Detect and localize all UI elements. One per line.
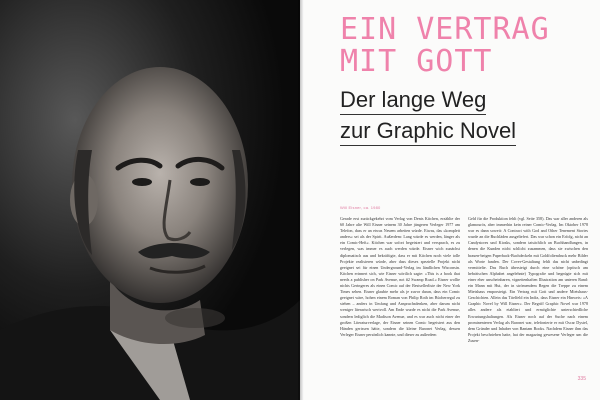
body-paragraph: Gerade erst zurückgekehrt vom Verlag von Denis Kitchen, erzählte der 60 Jahre alte Will Eisner seinem 30 Jahre jüngeren Verleger 1977 am Telefon, dass er an etwas Neuem arbeiten würde. Etwas, das »komplett anders« sei als der Spirit. Außerdem: Lang würde es werden, länger als ein Comic-Heft«. Kitchen war sofort begeistert und versprach, es zu verlegen, was immer es auch werden würde. Eisner wich zunächst diplomatisch aus und bekräftigte, dass er mit Kitchen noch viele tolle Projekte realisieren würde, aber dass dieses spezielle Projekt nicht geeignet sei für einen Underground-Verlag im ländlichen Wisconsin. Kitchen erinnert sich, wie Eisner wörtlich sagte: »This is a book that needs a publisher on Park Avenue, not #2 Swamp Road.« Eisner wollte nichts Geringeres als einen Comic auf der Bestsellerliste der New York Times sehen. Eisner glaubte mehr als je zuvor daran, dass ein Comic geeignet wäre, hohen einem Roman von Philip Roth im Bücherregal zu stehen – anders in Umfang und Anspruchsdenken, aber darum nicht weniger literarisch wertvoll. Am Ende wurde es nicht die Park Avenue, sondern lediglich die Madison Avenue, und es war auch nicht einer der großen Literaturverlage, der Eisner seinen Comic begeistert aus den Händen gerissen hätte, sondern die kleine Baronet Verlag, dessen Verleger Eisner persönlich kannte, und dieser zu außerdem [340,216,460,337]
chapter-subtitle-line-2: zur Graphic Novel [340,117,516,146]
body-paragraph: Geld für die Produktion fehlt (vgl. Seite 358). Das war aller anderen als glamourös, aber immerhin kein reiner Comic-Verlag. Im Oktober 1978 war es dann soweit: A Contract with God and Other Tenement Stories wurde an die Buchläden ausgeliefert. Das war schon ein Erfolg, nicht an Candystores und Kiosks, sondern tatsächlich an Buchhandlungen, in denen die Kunden nicht schlicht zusammen, dass sie zwischen den brauen-beigen Paperback-Buchdeckeln mit Goldfoliendruck mehr Bilder als Worte fanden. Der Cover-Gestaltung fehlt das nicht unbedingt vermittelte. Das Buch übersteigt durch eine schöne (optisch am hebräischen Alphabet angelehnte) Typografie und begnügte sich mit einer eher unscheinbaren, vignettenhaften Illustration am unteren Rand: ein Mann mit Hut, der in strömendem Regen die Treppe zu einem Mietshaus emporsteigt. Ein Vertrag mit Gott und andere Mietshaus-Geschichten. Allein das Titelfeld ein Indiz, dass Eisner ein Hinweis: »A Graphic Novel by Will Eisner«. Der Begriff Graphic Novel war 1978 alles andere als etabliert und ermöglichte unterschiedliche Erwartungshaltungen. Als Eisner noch auf der Suche nach einem prominenteren Verlag als Baronet war, telefonierte er mit Oscar Dystel, dem Gründer und Inhaber von Bantam Books. Nachdem Eisner ihm das Projekt beschrieben hatte, hat der magazing gewesene Verleger um die Zusen- [468,216,588,343]
right-page [304,0,600,400]
page-number: 335 [577,376,586,382]
chapter-subtitle [340,86,516,148]
chapter-title-line-1: EIN VERTRAG [340,12,550,47]
photo-caption: Will Eisner, ca. 1980 [340,205,381,210]
body-column-1 [340,216,460,338]
chapter-title [340,14,550,78]
body-column-2 [468,216,588,344]
chapter-subtitle-line-1: Der lange Weg [340,86,486,115]
chapter-title-line-2: MIT GOTT [340,44,493,79]
